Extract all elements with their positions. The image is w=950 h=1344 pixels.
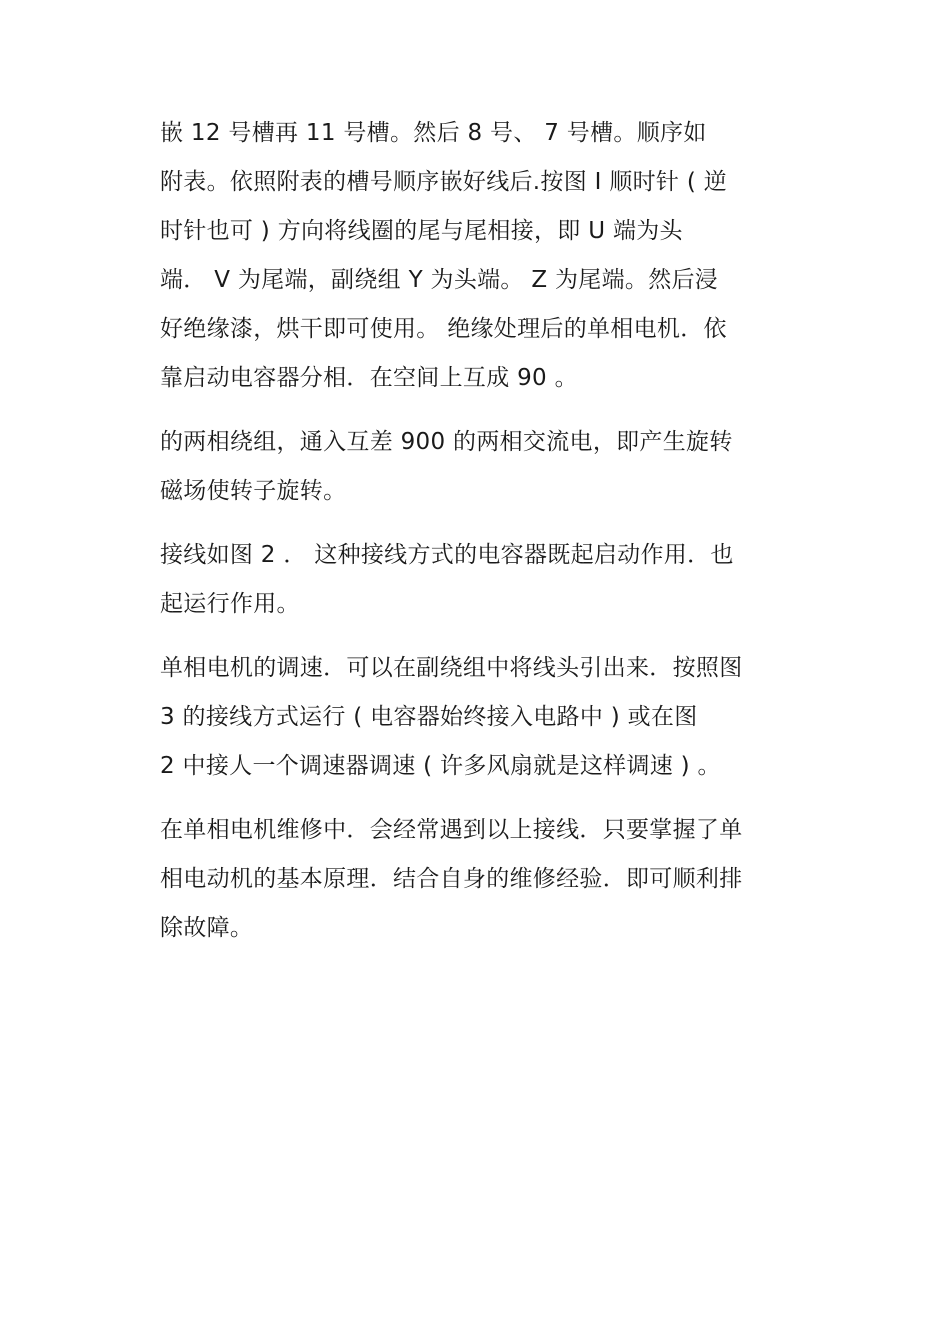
text-line: 磁场使转子旋转。 xyxy=(160,478,347,504)
paragraph-1 xyxy=(160,109,800,403)
text-line: 附表。依照附表的槽号顺序嵌好线后.按图 I 顺时针 ( 逆 xyxy=(160,169,728,195)
text-line: 好绝缘漆，烘干即可使用。 绝缘处理后的单相电机．依 xyxy=(160,316,727,342)
text-line: 时针也可 ) 方向将线圈的尾与尾相接，即 U 端为头 xyxy=(160,218,683,244)
text-line: 相电动机的基本原理．结合自身的维修经验．即可顺利排 xyxy=(160,866,743,892)
paragraph-5 xyxy=(160,806,800,953)
text-line: 接线如图 2 ． 这种接线方式的电容器既起启动作用．也 xyxy=(160,542,734,568)
text-line: 除故障。 xyxy=(160,915,254,941)
paragraph-2 xyxy=(160,418,800,516)
text-line: 2 中接人一个调速器调速 ( 许多风扇就是这样调速 ) 。 xyxy=(160,753,721,779)
paragraph-4 xyxy=(160,644,800,791)
text-line: 嵌 12 号槽再 11 号槽。然后 8 号、 7 号槽。顺序如 xyxy=(160,120,707,146)
text-line: 起运行作用。 xyxy=(160,591,300,617)
text-line: 靠启动电容器分相．在空间上互成 90 。 xyxy=(160,365,578,391)
text-line: 端． V 为尾端，副绕组 Y 为头端。 Z 为尾端。然后浸 xyxy=(160,267,719,293)
text-line: 单相电机的调速．可以在副绕组中将线头引出来．按照图 xyxy=(160,655,743,681)
text-line: 在单相电机维修中．会经常遇到以上接线．只要掌握了单 xyxy=(160,817,743,843)
document-body xyxy=(160,109,800,968)
paragraph-3 xyxy=(160,531,800,629)
text-line: 3 的接线方式运行 ( 电容器始终接入电路中 ) 或在图 xyxy=(160,704,698,730)
text-line: 的两相绕组，通入互差 900 的两相交流电，即产生旋转 xyxy=(160,429,733,455)
